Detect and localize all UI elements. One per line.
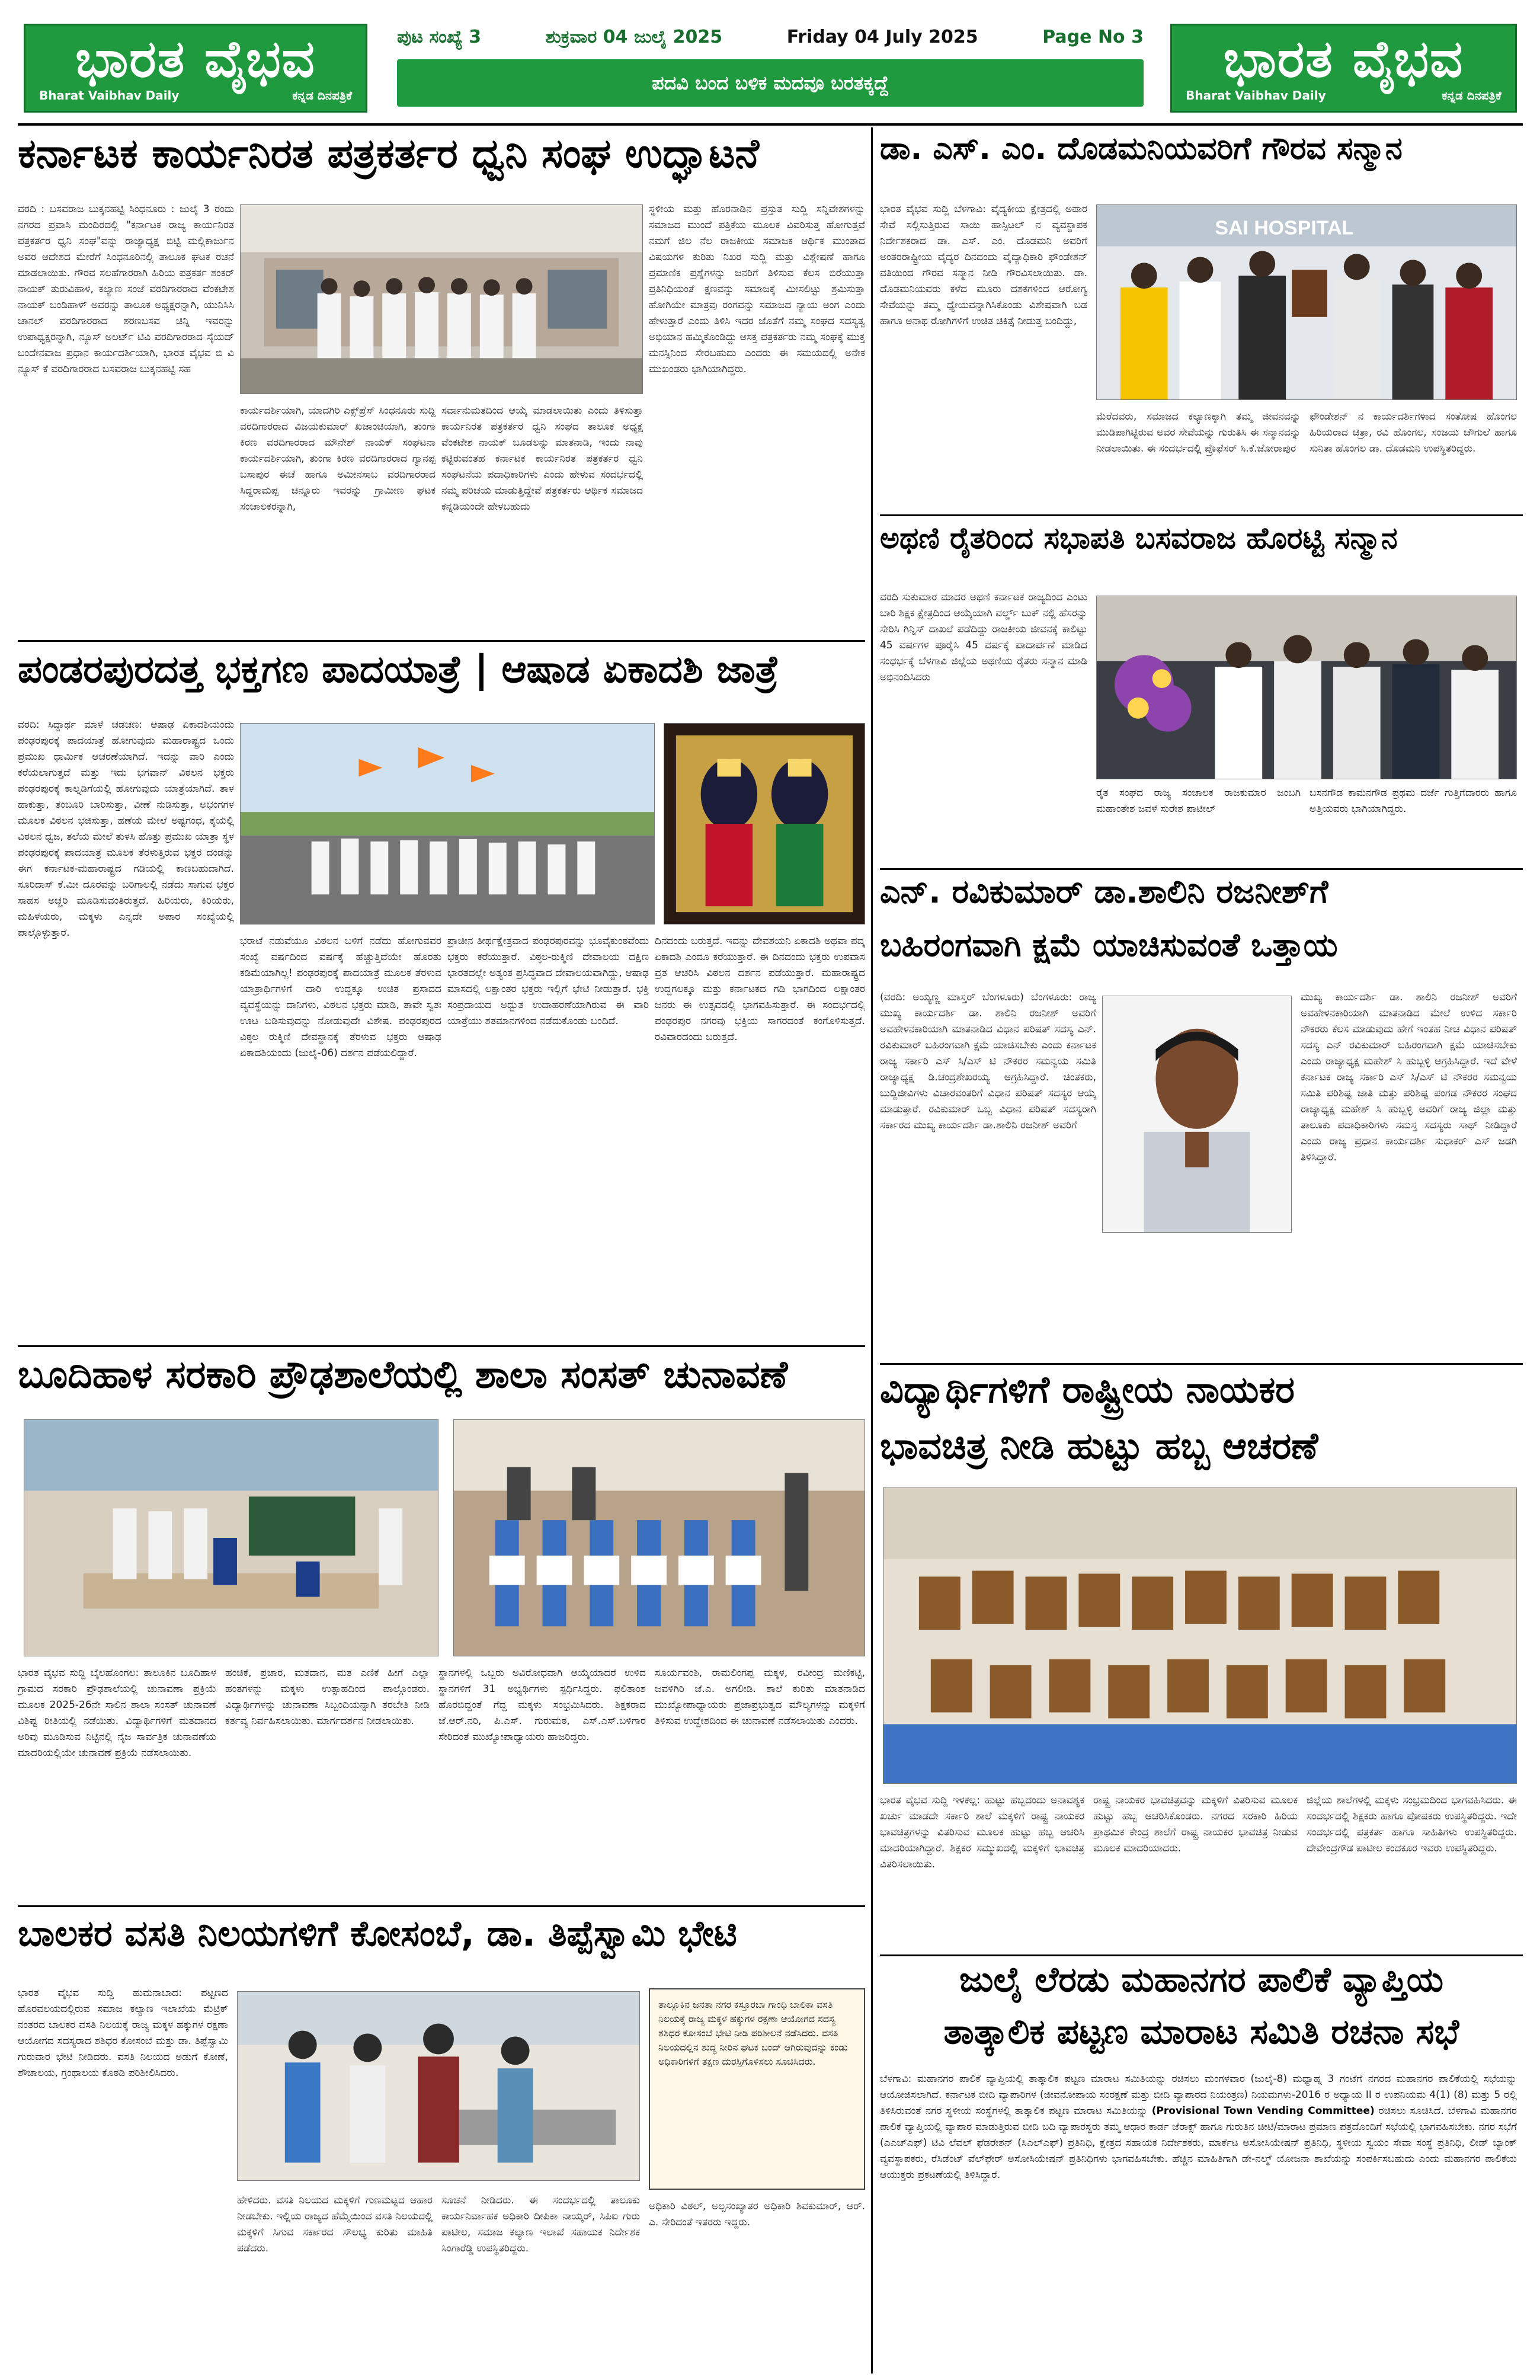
article-5-portrait-photo (1102, 996, 1292, 1233)
article-9-body (880, 2071, 1517, 2373)
article-8-visit-photo (237, 1991, 640, 2181)
article-4-col-1: ವರದಿ: ಸಿದ್ದಾರ್ಥ ಮಾಳೆ ಚಡಚಣ: ಆಷಾಢ ಏಕಾದಶಿಯಂದು ಪಂಢರಪುರಕ್ಕೆ ಪಾದಯಾತ್ರೆ ಹೋಗುವುದು ಮಹಾರಾಷ್ಟ್ರದ ಒಂದು ಪ್ರಮುಖ ಧಾರ್ಮಿಕ ಆಚರಣೆಯಾಗಿದೆ. ಇದನ್ನು ವಾರಿ ಎಂದು ಕರೆಯಲಾಗುತ್ತದೆ ಮತ್ತು ಇದು ಭಗವಾನ್ ವಿಠಲನ ಭಕ್ತರು ಪಂಢರಪುರಕ್ಕೆ ಕಾಲ್ನಡಿಗೆಯಲ್ಲಿ ಹೋಗುವುದು ಯಾತ್ರೆಯಾಗಿದೆ. ತಾಳ ಹಾಕುತ್ತಾ, ತಂಬೂರಿ ಬಾರಿಸುತ್ತಾ, ವೀಣೆ ನುಡಿಸುತ್ತಾ, ಅಭಂಗಗಳ ಮೂಲಕ ವಿಠಲನ ಭಜಿಸುತ್ತಾ, ಹಣೆಯ ಮೇಲೆ ಅಷ್ಟಗಂಧ, ಕೈಯಲ್ಲಿ ವಿಠಲನ ಧ್ವಜ, ತಲೆಯ ಮೇಲೆ ತುಳಸಿ ಹೊತ್ತು ಪ್ರಮುಖ ಯಾತ್ರಾ ಸ್ಥಳ ಪಂಢರಪುರಕ್ಕೆ ಪಾದಯಾತ್ರೆ ಮೂಲಕ ತೆರಳುತ್ತಿರುವ ಭಕ್ತರ ದಂಡನ್ನು ಈಗ ಕರ್ನಾಟಕ-ಮಹಾರಾಷ್ಟ್ರದ ಗಡಿಯಲ್ಲಿ ಕಾಣಬಹುದಾಗಿದೆ. ಸೂರಿದಾಸ್ ಕೆ.ಮೀ ದೂರವನ್ನು ಬರಿಗಾಲಲ್ಲಿ ನಡೆದು ಸಾಗುವ ಭಕ್ತರ ಸಾಹಸ ಅಚ್ಚರಿ ಮೂಡಿಸುವಂತಿರುತ್ತದೆ. ಹಿರಿಯರು, ಕಿರಿಯರು, ಮಹಿಳೆಯರು, ಮಕ್ಕಳು ಎನ್ನದೇ ಅಪಾರ ಸಂಖ್ಯೆಯಲ್ಲಿ ಪಾಲ್ಗೊಳ್ಳುತ್ತಾರೆ. (18, 719, 234, 939)
article-9-body-text-2: ರಚಿಸಲು ಸೂಚಿಸಿದೆ. ಬೆಳಗಾವಿ ಮಹಾನಗರ ಪಾಲಿಕೆ ವ್ಯಾಪ್ತಿಯಲ್ಲಿ ವ್ಯಾಪಾರ ಮಾಡುತ್ತಿರುವ ಬೀದಿ ಬದಿ ವ್ಯಾಪಾರಸ್ಥರು ತಮ್ಮ ಆಧಾರ ಕಾರ್ಡ ಜೆರಾಕ್ಸ್ ಹಾಗೂ ಗುರುತಿನ ಚೀಟಿ/ಮಾರಾಟ ಪ್ರಮಾಣ ಪತ್ರದೊಂದಿಗೆ ಸಭೆಯಲ್ಲಿ ಭಾಗವಹಿಸಬೇಕು. ನಗರ ಸಭೆಗೆ (ಎಎಚ್‌ಎಫ್) ಟಿವಿ ಲೆವಲ್ ಫೆಡರೇಶನ್ (ಸಿಎಲ್‌ಎಫ್) ಪ್ರತಿನಿಧಿ, ಕ್ಷೇತ್ರದ ಸಹಾಯಕ ನಿರ್ದೇಶಕರು, ಮಾರ್ಕೆಟ ಅಸೋಸಿಯೇಷನ್ ಪ್ರತಿನಿಧಿ, ಸ್ಥಳೀಯ ಸ್ವಯಂ ಸೇವಾ ಸಂಸ್ಥೆ ಪ್ರತಿನಿಧಿ, ಲೀಡ್ ಬ್ಯಾಂಕ್ ವ್ಯವಸ್ಥಾಪಕರು, ರೆಸಿಡೆಂಟ್ ವೆಲ್‌ಫೇರ್ ಅಸೋಸಿಯೇಷನ್ ಪ್ರತಿನಿಧಿಗಳು ಭಾಗವಹಿಸಬೇಕು. ಹೆಚ್ಚಿನ ಮಾಹಿತಿಗಾಗಿ ಡೇ-ನಲ್ಮ್ ಯೋಜನಾ ಶಾಖೆಯನ್ನು ಸಂಪರ್ಕಿಸಬಹುದು ಎಂದು ಮಹಾನಗರ ಪಾಲಿಕೆಯ ಆಯುಕ್ತರು ಪ್ರಕಟಣೆಯಲ್ಲಿ ತಿಳಿಸಿದ್ದಾರೆ. (880, 2105, 1517, 2181)
article-1-col-4: ಸ್ಥಳೀಯ ಮತ್ತು ಹೊರನಾಡಿನ ಪ್ರಸ್ತುತ ಸುದ್ದಿ ಸನ್ನಿವೇಶಗಳನ್ನು ಸಮಾಜದ ಮುಂದೆ ಪತ್ರಿಕೆಯ ಮೂಲಕ ವಿವರಿಸುತ್ತ ಹೋಗುತ್ತವೆ ನಮಗೆ ಜಿಲ ನೆಲ ರಾಜಕೀಯ ಸಮಾಜಕ ಆರ್ಥಿಕ ಮುಂತಾದ ವಿಷಯಗಳ ಕುರಿತು ನಿಖರ ಸುದ್ದಿ ಮತ್ತು ವಿಶ್ಲೇಷಣೆ ಹಾಗೂ ಪ್ರಮಾಣಿಕ ಪ್ರಶ್ನೆಗಳನ್ನು ಜನರಿಗೆ ತಿಳಿಸುವ ಕೆಲಸ ಬಿರೆಯುತ್ತಾ ಪ್ರತಿನಿಧಿಯಂತೆ ಕ್ಷಣವನ್ನು ಸಮಾಜಕ್ಕೆ ಮೀಸಲಿಟ್ಟು ಶ್ರಮಿಸುತ್ತಾ ಹೋಗಿಯೇ ಮಾತ್ರವು ರಂಗವನ್ನು ಸಮಾಜದ ನ್ಯಾಯ ಅಂಗ ಎಂದು ಹೇಳುತ್ತಾರೆ ಎಂದು ತಿಳಿಸಿ ಇದರ ಜೊತೆಗೆ ನಮ್ಮ ಸಂಘದ ಸದಸ್ಯತ್ವ ಅಭಿಯಾನ ಹಮ್ಮಿಕೊಂಡಿದ್ದು ಆಸಕ್ತ ಪತ್ರಕರ್ತರು ನಮ್ಮ ಸಂಘಕ್ಕೆ ಮುಕ್ತ ಮನಸ್ಸಿನಿಂದ ಸೇರಬಹುದು ಎಂದರು ಈ ಸಮಯದಲ್ಲಿ ಅನೇಕ ಮುಖಂಡರು ಭಾಗಿಯಾಗಿದ್ದರು. (649, 203, 865, 375)
divider-a5 (880, 1363, 1523, 1365)
article-3-felicitation-photo (1096, 596, 1517, 779)
article-8-col-3: ಸೂಚನೆ ನೀಡಿದರು. ಈ ಸಂದರ್ಭದಲ್ಲಿ ತಾಲೂಕು ಕಾರ್ಯನಿರ್ವಾಹಕ ಅಧಿಕಾರಿ ದೀಪಿಕಾ ನಾಯ್ಕರ್, ಸಿಪಿಐ ಗುರು ಪಾಟೀಲ, ಸಮಾಜ ಕಲ್ಯಾಣ ಇಲಾಖೆ ಸಹಾಯಕ ನಿರ್ದೇಶಕ ಸಿಂಗಾರೆಡ್ಡಿ ಉಪಸ್ಥಿತರಿದ್ದರು. (441, 2195, 640, 2254)
masthead-logo-left (24, 24, 367, 113)
article-5-headline: ಎನ್. ರವಿಕುಮಾರ್ ಡಾ.ಶಾಲಿನಿ ರಜನೀಶ್‌ಗೆ (880, 874, 1328, 910)
article-6-winners-photo (453, 1419, 865, 1656)
article-9-body-emphasis: (Provisional Town Vending Committee) (1151, 2105, 1375, 2117)
masthead-subtitle-kn: ಕನ್ನಡ ದಿನಪತ್ರಿಕೆ (292, 88, 353, 103)
article-6-polling-photo (24, 1419, 438, 1656)
article-2-col-2: ಮೆರೆದವರು, ಸಮಾಜದ ಕಲ್ಯಾಣಕ್ಕಾಗಿ ತಮ್ಮ ಜೀವನವನ್ನು ಮುಡಿಪಾಗಿಟ್ಟಿರುವ ಅವರ ಸೇವೆಯನ್ನು ಗುರುತಿಸಿ ಈ ಸನ್ಮಾನವನ್ನು ನೀಡಲಾಯಿತು. ಈ ಸಂದರ್ಭದಲ್ಲಿ ಪ್ರೊಫೆಸರ್ ಸಿ.ಕೆ.ಜೋರಾಪುರ (1096, 411, 1301, 455)
article-7-students-photo (883, 1488, 1517, 1784)
article-7-headline: ವಿದ್ಯಾರ್ಥಿಗಳಿಗೆ ರಾಷ್ಟ್ರೀಯ ನಾಯಕರ (880, 1369, 1295, 1411)
article-8-info-box: ತಾಲ್ಲೂಕಿನ ಜನತಾ ನಗರ ಕಸ್ತೂರಬಾ ಗಾಂಧಿ ಬಾಲಿಕಾ ವಸತಿ ನಿಲಯಕ್ಕೆ ರಾಜ್ಯ ಮಕ್ಕಳ ಹಕ್ಕುಗಳ ರಕ್ಷಣಾ ಆಯೋಗದ ಸದಸ್ಯ ಶಶಿಧರ ಕೋಸಂಬೆ ಭೇಟಿ ನೀಡಿ ಪರಿಶೀಲನೆ ನಡೆಸಿದರು. ವಸತಿ ನಿಲಯದಲ್ಲಿನ ಶುದ್ಧ ನೀರಿನ ಘಟಕ ಬಂದ್ ಆಗಿರುವುದನ್ನು ಕಂಡು ಅಧಿಕಾರಿಗಳಿಗೆ ತಕ್ಷಣ ದುರಸ್ತಿಗೊಳಿಸಲು ಸೂಚಿಸಿದರು. (649, 1988, 865, 2190)
article-1-headline: ಕರ್ನಾಟಕ ಕಾರ್ಯನಿರತ ಪತ್ರಕರ್ತರ ಧ್ವನಿ ಸಂಘ ಉದ್ಘಾಟನೆ (18, 132, 759, 177)
article-4-col-3: ಪ್ರಾಚೀನ ತೀರ್ಥಕ್ಷೇತ್ರವಾದ ಪಂಢರಪುರವನ್ನು ಭೂವೈಕುಂಠವೆಂದು ಭಕ್ತರು ಕರೆಯುತ್ತಾರೆ. ವಿಠ್ಠಲ-ರುಕ್ಮಿಣಿ ದೇವಾಲಯ ದಕ್ಷಿಣ ಭಾರತದಲ್ಲೇ ಅತ್ಯಂತ ಪ್ರಸಿದ್ಧವಾದ ದೇವಾಲಯವಾಗಿದ್ದು, ಆಷಾಢ ಮಾಸದಲ್ಲಿ ಲಕ್ಷಾಂತರ ಭಕ್ತರು ಇಲ್ಲಿಗೆ ಭೇಟಿ ನೀಡುತ್ತಾರೆ. ಭಕ್ತಿ ಸಂಪ್ರದಾಯದ ಅದ್ಭುತ ಉದಾಹರಣೆಯಾಗಿರುವ ಈ ವಾರಿ ಯಾತ್ರೆಯು ಶತಮಾನಗಳಿಂದ ನಡೆದುಕೊಂಡು ಬಂದಿದೆ. (447, 935, 649, 1027)
article-8-col-2: ಹೇಳಿದರು. ವಸತಿ ನಿಲಯದ ಮಕ್ಕಳಿಗೆ ಗುಣಮಟ್ಟದ ಆಹಾರ ನೀಡಬೇಕು. ಇಲ್ಲಿಯ ರಾಜ್ಯದ ಹೆಮ್ಮೆಯಿಂದ ವಸತಿ ನಿಲಯದಲ್ಲಿ ಮಕ್ಕಳಿಗೆ ಸಿಗುವ ಸರ್ಕಾರದ ಸೌಲಭ್ಯ ಕುರಿತು ಮಾಹಿತಿ ಪಡೆದರು. (237, 2195, 433, 2254)
article-6-headline: ಬೂದಿಹಾಳ ಸರಕಾರಿ ಪ್ರೌಢಶಾಲೆಯಲ್ಲಿ ಶಾಲಾ ಸಂಸತ್ ಚುನಾವಣೆ (18, 1354, 788, 1397)
masthead-divider (18, 123, 1523, 126)
article-6-col-1: ಭಾರತ ವೈಭವ ಸುದ್ದಿ ಬೈಲಹೊಂಗಲ: ತಾಲೂಕಿನ ಬೂದಿಹಾಳ ಗ್ರಾಮದ ಸರಕಾರಿ ಪ್ರೌಢಶಾಲೆಯಲ್ಲಿ ಚುನಾವಣಾ ಪ್ರಕ್ರಿಯೆ ಮೂಲಕ 2025-26ನೇ ಸಾಲಿನ ಶಾಲಾ ಸಂಸತ್ ಚುನಾವಣೆ ವಿಶಿಷ್ಟ ರೀತಿಯಲ್ಲಿ ನಡೆಯಿತು. ವಿದ್ಯಾರ್ಥಿಗಳಿಗೆ ಮತದಾನದ ಅರಿವು ಮೂಡಿಸುವ ನಿಟ್ಟಿನಲ್ಲಿ ನೈಜ ಸಾರ್ವತ್ರಿಕ ಚುನಾವಣೆಯ ಮಾದರಿಯಲ್ಲಿಯೇ ಚುನಾವಣೆ ಪ್ರಕ್ರಿಯೆ ನಡೆಸಲಾಯಿತು. (18, 1667, 216, 1759)
masthead-subtitle-en: Bharat Vaibhav Daily (39, 88, 180, 103)
divider-a6 (18, 1905, 865, 1907)
article-6-col-4: ಸೂರ್ಯವಂಶಿ, ರಾಮಲಿಂಗಪ್ಪ ಮಕ್ಕಳ, ರವೀಂದ್ರ ಮಣಿಕಟ್ಟಿ, ಜವಳಿಗಿರಿ ಜೆ.ಎ. ಅಗಲೀಡಿ. ಶಾಲೆ ಕುರಿತು ಮಾತನಾಡಿದ ಮುಖ್ಯೋಪಾಧ್ಯಾಯರು ಪ್ರಜಾಪ್ರಭುತ್ವದ ಮೌಲ್ಯಗಳನ್ನು ಮಕ್ಕಳಿಗೆ ತಿಳಿಸುವ ಉದ್ದೇಶದಿಂದ ಈ ಚುನಾವಣೆ ನಡೆಸಲಾಯಿತು ಎಂದರು. (655, 1667, 865, 1727)
article-1-col-1: ವರದಿ : ಬಸವರಾಜ ಬುಕ್ಕನಹಟ್ಟಿ ಸಿಂಧನೂರು : ಜುಲೈ 3 ರಂದು ನಗರದ ಪ್ರವಾಸಿ ಮಂದಿರದಲ್ಲಿ "ಕರ್ನಾಟಕ ರಾಜ್ಯ ಕಾರ್ಯನಿರತ ಪತ್ರಕರ್ತರ ಧ್ವನಿ ಸಂಘ"ವನ್ನು ರಾಜ್ಯಾಧ್ಯಕ್ಷ ಬಿಟ್ಟಿ ಮಲ್ಲಿಕಾರ್ಜುನ ಅವರ ಆದೇಶದ ಮೇರೆಗೆ ಸಿಂಧನೂರಿನಲ್ಲಿ ತಾಲೂಕ ಘಟಕ ರಚನೆ ಮಾಡಲಾಯಿತು. ಗೌರವ ಸಲಹೆಗಾರರಾಗಿ ಹಿರಿಯ ಪತ್ರಕರ್ತ ಶಂಕರ್ ನಾಯಕ್ ತುರುವಿಹಾಳ, ಕಲ್ಯಾಣ ಸಂಜೆ ವರದಿಗಾರರಾದ ವೆಂಕಟೇಶ ನಾಯಕ್ ಬಂಡಿಹಾಳ್ ಅವರನ್ನು ತಾಲೂಕ ಅಧ್ಯಕ್ಷರನ್ನಾಗಿ, ಯುನಿಸಿಸಿ ಚಾನಲ್ ವರದಿಗಾರರಾದ ಶರಣಬಸವ ಚಿನ್ನಿ ಇವರನ್ನು ಉಪಾಧ್ಯಕ್ಷರನ್ನಾಗಿ, ನ್ಯೂಸ್ ಅಲರ್ಟ್ ಟಿವಿ ವರದಿಗಾರರಾದ ಸೈಯದ್ ಬಂದೇನವಾಜ ಪ್ರಧಾನ ಕಾರ್ಯದರ್ಶಿಯಾಗಿ, ಭಾರತ ವೈಭವ ಬಿ ವಿ ನ್ಯೂಸ್ ಕೆ ವರದಿಗಾರರಾದ ಬಸವರಾಜ ಬುಕ್ಕನಹಟ್ಟಿ ಸಹ (18, 203, 234, 375)
page-number: Page No 3 (1042, 26, 1144, 47)
article-7-col-2: ರಾಷ್ಟ್ರ ನಾಯಕರ ಭಾವಚಿತ್ರವನ್ನು ಮಕ್ಕಳಿಗೆ ವಿತರಿಸುವ ಮೂಲಕ ಹುಟ್ಟು ಹಬ್ಬ ಆಚರಿಸಿಕೊಂಡರು. ನಗರದ ಸರಕಾರಿ ಹಿರಿಯ ಪ್ರಾಥಮಿಕ ಕೇಂದ್ರ ಶಾಲೆಗೆ ರಾಷ್ಟ್ರ ನಾಯಕರ ಭಾವಚಿತ್ರ ನೀಡುವ ಮೂಲಕ ಮಾದರಿಯಾದರು. (1093, 1794, 1298, 1854)
article-4-vitthal-photo (664, 723, 865, 925)
article-3-col-1: ವರದಿ ಸುಕುಮಾರ ಮಾದರ ಅಥಣಿ ಕರ್ನಾಟಕ ರಾಜ್ಯದಿಂದ ಎಂಟು ಬಾರಿ ಶಿಕ್ಷಕ ಕ್ಷೇತ್ರದಿಂದ ಆಯ್ಕೆಯಾಗಿ ವರ್ಲ್ಡ್ ಬುಕ್ ನಲ್ಲಿ ಹೆಸರನ್ನು ಸೇರಿಸಿ ಗಿನ್ನಿಸ್ ದಾಖಲೆ ಪಡೆದಿದ್ದು ರಾಜಕೀಯ ಜೀವನಕ್ಕೆ ಕಾಲಿಟ್ಟು 45 ವರ್ಷಗಳ ಪೂರೈಸಿ 45 ವರ್ಷಕ್ಕೆ ಪಾದಾರ್ಪಣೆ ಮಾಡಿದ ಸಂಧರ್ಭಕ್ಕೆ ಬೆಳಗಾವಿ ಜಿಲ್ಲೆಯ ಅಥಣಿಯ ರೈತರು ಸನ್ಮಾನ ಮಾಡಿ ಅಭಿನಂದಿಸಿದರು (880, 591, 1087, 683)
article-7-col-1: ಭಾರತ ವೈಭವ ಸುದ್ದಿ ಇಳಕಲ್ಲ: ಹುಟ್ಟು ಹಬ್ಬದಂದು ಅನಾವಶ್ಯಕ ಖರ್ಚು ಮಾಡದೇ ಸರ್ಕಾರಿ ಶಾಲೆ ಮಕ್ಕಳಿಗೆ ರಾಷ್ಟ್ರ ನಾಯಕರ ಭಾವಚಿತ್ರಗಳನ್ನು ವಿತರಿಸುವ ಮೂಲಕ ಹುಟ್ಟು ಹಬ್ಬ ಆಚರಿಸಿ ಮಾದರಿಯಾಗಿದ್ದಾರೆ. ಶಿಕ್ಷಕರ ಸಮ್ಮುಖದಲ್ಲಿ ಮಕ್ಕಳಿಗೆ ಭಾವಚಿತ್ರ ವಿತರಿಸಲಾಯಿತು. (880, 1794, 1084, 1870)
divider-a1 (18, 640, 865, 642)
article-8-col-1: ಭಾರತ ವೈಭವ ಸುದ್ದಿ ಹುಮನಾಬಾದ: ಪಟ್ಟಣದ ಹೊರವಲಯದಲ್ಲಿರುವ ಸಮಾಜ ಕಲ್ಯಾಣ ಇಲಾಖೆಯ ಮೆಟ್ರಿಕ್ ನಂತರದ ಬಾಲಕರ ವಸತಿ ನಿಲಯಕ್ಕೆ ರಾಜ್ಯ ಮಕ್ಕಳ ಹಕ್ಕುಗಳ ರಕ್ಷಣಾ ಆಯೋಗದ ಸದಸ್ಯರಾದ ಶಶಿಧರ ಕೋಸಂಬೆ ಮತ್ತು ಡಾ. ತಿಪ್ಪೆಸ್ವಾಮಿ ಗುರುವಾರ ಭೇಟಿ ನೀಡಿದರು. ವಸತಿ ನಿಲಯದ ಅಡುಗೆ ಕೋಣೆ, ಶೌಚಾಲಯ, ಗ್ರಂಥಾಲಯ ಕೊಠಡಿ ಪರಿಶೀಲಿಸಿದರು. (18, 1987, 228, 2079)
article-3-col-2: ರೈತ ಸಂಘದ ರಾಜ್ಯ ಸಂಚಾಲಕ ರಾಜಕುಮಾರ ಜಂಬಗಿ ಮಹಾಂತೇಶ ಜವಳೆ ಸುರೇಶ ಪಾಟೀಲ್ (1096, 787, 1301, 815)
date-english: Friday 04 July 2025 (786, 26, 978, 47)
article-1-col-2: ಕಾರ್ಯದರ್ಶಿಯಾಗಿ, ಯಾದಗಿರಿ ಎಕ್ಸ್‌ಪ್ರೆಸ್ ಸಿಂಧನೂರು ಸುದ್ದಿ ವರದಿಗಾರರಾದ ವಿಜಯಕುಮಾರ್ ಖಜಾಂಚಿಯಾಗಿ, ತುಂಗಾ ಕಿರಣ ವರದಿಗಾರರಾದ ಮೌನೇಶ್ ನಾಯಕ್ ಸಂಘಟನಾ ಕಾರ್ಯದರ್ಶಿಯಾಗಿ, ತುಂಗಾ ಕಿರಣ ವರದಿಗಾರರಾದ ಗ್ಯಾನಪ್ಪ ಬಸಾಪುರ ಈಚೆ ಹಾಗೂ ಅಮೀನಸಾಬ ವರದಿಗಾರರಾದ ಸಿದ್ದರಾಮಪ್ಪ ಚಿನ್ನೂರು ಇವರನ್ನು ಗ್ರಾಮೀಣ ಘಟಕ ಸಂಚಾಲಕರನ್ನಾಗಿ, (240, 405, 436, 513)
masthead-logo-right (1170, 24, 1517, 113)
article-3-headline: ಅಥಣಿ ರೈತರಿಂದ ಸಭಾಪತಿ ಬಸವರಾಜ ಹೊರಟ್ಟಿ ಸನ್ಮಾನ (880, 522, 1398, 555)
article-4-headline: ಪಂಡರಪುರದತ್ತ ಭಕ್ತಗಣ ಪಾದಯಾತ್ರೆ | ಆಷಾಡ ಏಕಾದಶಿ ಜಾತ್ರೆ (18, 649, 779, 692)
article-9-headline-line-2: ತಾತ್ಕಾಲಿಕ ಪಟ್ಟಣ ಮಾರಾಟ ಸಮಿತಿ ರಚನಾ ಸಭೆ (943, 2013, 1459, 2052)
article-9-body-text: ಬೆಳಗಾವಿ: ಮಹಾನಗರ ಪಾಲಿಕೆ ವ್ಯಾಪ್ತಿಯಲ್ಲಿ ತಾತ್ಕಾಲಿಕ ಪಟ್ಟಣ ಮಾರಾಟ ಸಮಿತಿಯನ್ನು ರಚಿಸಲು ಮಂಗಳವಾರ (ಜುಲೈ-8) ಮಧ್ಯಾಹ್ನ 3 ಗಂಟೆಗೆ ನಗರದ ಮಹಾನಗರ ಪಾಲಿಕೆಯಲ್ಲಿ ಸಭೆಯನ್ನು ಆಯೋಜಿಸಲಾಗಿದೆ. ಕರ್ನಾಟಕ ಬೀದಿ ವ್ಯಾಪಾರಿಗಳ (ಜೀವನೋಪಾಯ ಸಂರಕ್ಷಣೆ ಮತ್ತು ಬೀದಿ ವ್ಯಾಪಾರದ ನಿಯಂತ್ರಣ) ನಿಯಮಗಳು-2016 ರ ಅಧ್ಯಾಯ II ರ ಉಪನಿಯಮ 4(1) (8) ಮತ್ತು 5 ರಲ್ಲಿ ತಿಳಿಸಿರುವಂತೆ ನಗರ ಸ್ಥಳೀಯ ಸಂಸ್ಥೆಗಳಲ್ಲಿ ತಾತ್ಕಾಲಿಕ ಪಟ್ಟಣ ಮಾರಾಟ ಸಮಿತಿಯನ್ನು (880, 2073, 1517, 2117)
divider-a7 (880, 1954, 1523, 1956)
sai-hospital-sign: SAI HOSPITAL (1215, 216, 1355, 239)
article-7-headline-line-2: ಭಾವಚಿತ್ರ ನೀಡಿ ಹುಟ್ಟು ಹಬ್ಬ ಆಚರಣೆ (880, 1425, 1318, 1467)
divider-a4 (18, 1345, 865, 1347)
divider-a3 (880, 868, 1523, 870)
article-5-col-1: (ವರದಿ: ಅಯ್ಯಣ್ಣ ಮಾಸ್ತರ್ ಬೆಂಗಳೂರು) ಬೆಂಗಳೂರು: ರಾಜ್ಯ ಮುಖ್ಯ ಕಾರ್ಯದರ್ಶಿ ಡಾ. ಶಾಲಿನಿ ರಜನೀಶ್ ಅವರಿಗೆ ಅವಹೇಳನಕಾರಿಯಾಗಿ ಮಾತನಾಡಿದ ವಿಧಾನ ಪರಿಷತ್ ಸದಸ್ಯ ಎನ್. ರವಿಕುಮಾರ್ ಬಹಿರಂಗವಾಗಿ ಕ್ಷಮೆ ಯಾಚಿಸಬೇಕು ಎಂದು ಕರ್ನಾಟಕ ರಾಜ್ಯ ಸರ್ಕಾರಿ ಎಸ್ ಸಿ/ಎಸ್ ಟಿ ನೌಕರರ ಸಮನ್ವಯ ಸಮಿತಿ ರಾಜ್ಯಾಧ್ಯಕ್ಷ ಡಿ.ಚಂದ್ರಶೇಖರಯ್ಯ ಆಗ್ರಹಿಸಿದ್ದಾರೆ. ಚಿಂತಕರು, ಬುದ್ದಿಜೀವಿಗಳು ವಿಚಾರವಂತರಿಗೆ ವಿಧಾನ ಪರಿಷತ್ ಸದಸ್ಯರ ಆಯ್ಕೆ ಮಾಡುತ್ತಾರೆ. ರವಿಕುಮಾರ್ ಒಬ್ಬ ವಿಧಾನ ಪರಿಷತ್ ಸದಸ್ಯರಾಗಿ ಸರ್ಕಾರದ ಮುಖ್ಯ ಕಾರ್ಯದರ್ಶಿ ಡಾ.ಶಾಲಿನಿ ರಜನೀಶ್ ಅವರಿಗೆ (880, 991, 1096, 1131)
article-4-col-2: ಭರಾಟೆ ನಡುವೆಯೂ ವಿಠಲನ ಬಳಿಗೆ ನಡೆದು ಹೋಗುವವರ ಸಂಖ್ಯೆ ವರ್ಷದಿಂದ ವರ್ಷಕ್ಕೆ ಹೆಚ್ಚುತ್ತಿದೆಯೇ ಹೊರತು ಕಡಿಮೆಯಾಗಿಲ್ಲ! ಪಂಢರಪುರಕ್ಕೆ ಪಾದಯಾತ್ರೆ ಮೂಲಕ ತೆರಳುವ ಯಾತ್ರಾರ್ಥಿಗಳಿಗೆ ದಾರಿ ಉದ್ದಕ್ಕೂ ಉಚಿತ ಪ್ರಸಾದದ ವ್ಯವಸ್ಥೆಯನ್ನು ದಾನಿಗಳು, ವಿಠಲನ ಭಕ್ತರು ಮಾಡಿ, ತಾವೇ ಸ್ವತಃ ಊಟ ಬಡಿಸುವುದನ್ನು ನೋಡುವುದೇ ವಿಶೇಷ. ಪಂಢರಪುರದ ವಿಠ್ಠಲ ರುಕ್ಮಿಣಿ ದೇವಸ್ಥಾನಕ್ಕೆ ತೆರಳುವ ಭಕ್ತರು ಆಷಾಢ ಏಕಾದಶಿಯಂದು (ಜುಲೈ-06) ದರ್ಶನ ಪಡೆಯಲಿದ್ದಾರೆ. (240, 935, 441, 1059)
article-4-col-4: ದಿನದಂದು ಬರುತ್ತದೆ. ಇದನ್ನು ದೇವಶಯನಿ ಏಕಾದಶಿ ಅಥವಾ ಪದ್ಮ ಏಕಾದಶಿ ಎಂದೂ ಕರೆಯುತ್ತಾರೆ. ಈ ದಿನದಂದು ಭಕ್ತರು ಉಪವಾಸ ವ್ರತ ಆಚರಿಸಿ ವಿಠಲನ ದರ್ಶನ ಪಡೆಯುತ್ತಾರೆ. ಮಹಾರಾಷ್ಟ್ರದ ಉದ್ದಗಲಕ್ಕೂ ಮತ್ತು ಕರ್ನಾಟಕದ ಗಡಿ ಭಾಗದಿಂದ ಲಕ್ಷಾಂತರ ಜನರು ಈ ಉತ್ಸವದಲ್ಲಿ ಭಾಗವಹಿಸುತ್ತಾರೆ. ಈ ಸಂದರ್ಭದಲ್ಲಿ ಪಂಢರಪುರ ನಗರವು ಭಕ್ತಿಯ ಸಾಗರದಂತೆ ಕಂಗೊಳಿಸುತ್ತದೆ. ರವಿವಾರದಂದು ಬರುತ್ತದೆ. (655, 935, 865, 1043)
article-2-headline: ಡಾ. ಎಸ್. ಎಂ. ದೊಡಮನಿಯವರಿಗೆ ಗೌರವ ಸನ್ಮಾನ (880, 132, 1403, 167)
column-divider (871, 127, 873, 2373)
masthead-subtitle-kn-right: ಕನ್ನಡ ದಿನಪತ್ರಿಕೆ (1442, 88, 1501, 103)
article-5-col-2: ಮುಖ್ಯ ಕಾರ್ಯದರ್ಶಿ ಡಾ. ಶಾಲಿನಿ ರಜನೀಶ್ ಅವರಿಗೆ ಅವಹೇಳನಕಾರಿಯಾಗಿ ಮಾತನಾಡಿದ ಮೇಲೆ ಉಳಿದ ಸರ್ಕಾರಿ ನೌಕರರು ಕೆಲಸ ಮಾಡುವುದು ಹೇಗೆ ಇಂತಹ ನೀಚ ವಿಧಾನ ಪರಿಷತ್ ಸದಸ್ಯ ಎನ್ ರವಿಕುಮಾರ್ ಬಹಿರಂಗವಾಗಿ ಕ್ಷಮೆ ಯಾಚಿಸಬೇಕು ಎಂದು ರಾಜ್ಯಾಧ್ಯಕ್ಷ ಮಹೇಶ್ ಸಿ ಹುಬ್ಬಳ್ಳಿ ಆಗ್ರಹಿಸಿದ್ದಾರೆ. ಇದೆ ವೇಳೆ ಕರ್ನಾಟಕ ರಾಜ್ಯ ಸರ್ಕಾರಿ ಎಸ್ ಸಿ/ಎಸ್ ಟಿ ನೌಕರರ ಸಮನ್ವಯ ಸಮಿತಿ ಪರಿಶಿಷ್ಟ ಜಾತಿ ಮತ್ತು ಪರಿಶಿಷ್ಟ ಪಂಗಡ ನೌಕರರ ಸಂಘದ ರಾಜ್ಯಾಧ್ಯಕ್ಷ ಮಹೇಶ್ ಸಿ ಹುಬ್ಬಳ್ಳಿ ಅವರಿಗೆ ರಾಜ್ಯ ಜಿಲ್ಲಾ ಮತ್ತು ತಾಲೂಕು ಪದಾಧಿಕಾರಿಗಳು ಸಮಸ್ತ ಸದಸ್ಯರು ಸಾಥ್ ನೀಡಿದ್ದಾರೆ ಎಂದು ರಾಜ್ಯ ಪ್ರಧಾನ ಕಾರ್ಯದರ್ಶಿ ಸುಧಾಕರ್ ಎಸ್ ಜಡಗಿ ತಿಳಿಸಿದ್ದಾರೆ. (1301, 991, 1517, 1163)
issue-meta-row (397, 23, 1144, 51)
tagline-text: ಪದವಿ ಬಂದ ಬಳಿಕ ಮದವೂ ಬರತಕ್ಕದ್ದೆ (652, 71, 889, 94)
article-9-headline: ಜುಲೈ ಲೆರಡು ಮಹಾನಗರ ಪಾಲಿಕೆ ವ್ಯಾಪ್ತಿಯ (959, 1960, 1443, 2000)
article-2-col-3: ಫೌಂಡೇಶನ್ ನ ಕಾರ್ಯದರ್ಶಿಗಳಾದ ಸಂತೋಷ ಹೊಂಗಲ ಹಿರಿಯರಾದ ಚಿತ್ರಾ, ರವಿ ಹೊಂಗಲ, ಸಂಜಯ ಚೌಗುಲೆ ಹಾಗೂ ಸುನಿತಾ ಹೊಂಗಲ ಡಾ. ದೊಡಮನಿ ಉಪಸ್ಥಿತರಿದ್ದರು. (1310, 411, 1517, 455)
masthead-title-right: ಭಾರತ ವೈಭವ (1223, 30, 1464, 89)
masthead-subtitle-en-right: Bharat Vaibhav Daily (1186, 88, 1326, 103)
article-2-hospital-photo (1096, 204, 1517, 400)
article-6-col-3: ಸ್ಥಾನಗಳಲ್ಲಿ ಒಬ್ಬರು ಅವಿರೋಧವಾಗಿ ಆಯ್ಕೆಯಾದರೆ ಉಳಿದ ಸ್ಥಾನಗಳಿಗೆ 31 ಅಭ್ಯರ್ಥಿಗಳು ಸ್ಪರ್ಧಿಸಿದ್ದರು. ಫಲಿತಾಂಶ ಹೊರಬಿದ್ದಂತೆ ಗೆದ್ದ ಮಕ್ಕಳು ಸಂಭ್ರಮಿಸಿದರು. ಶಿಕ್ಷಕರಾದ ಜೆ.ಆರ್.ನರಿ, ಪಿ.ಎಸ್. ಗುರುಮಠ, ಎಸ್.ಎಸ್.ಬಳಿಗಾರ ಸೇರಿದಂತೆ ಮುಖ್ಯೋಪಾಧ್ಯಾಯರು ಹಾಜರಿದ್ದರು. (438, 1667, 646, 1743)
article-1-col-3: ಸರ್ವಾನುಮತದಿಂದ ಆಯ್ಕೆ ಮಾಡಲಾಯಿತು ಎಂದು ತಿಳಿಸುತ್ತಾ ಕಾರ್ಯನಿರತ ಪತ್ರಕರ್ತರ ಧ್ವನಿ ಸಂಘದ ತಾಲೂಕ ಅಧ್ಯಕ್ಷ ವೆಂಕಟೇಶ ನಾಯಕ್ ಬೂಡಲನ್ನು ಮಾತನಾಡಿ, ಇಂದು ನಾವು ಕಟ್ಟಿರುವಂತಹ ಕರ್ನಾಟಕ ಕಾರ್ಯನಿರತ ಪತ್ರಕರ್ತರ ಧ್ವನಿ ಸಂಘಟನೆಯ ಪದಾಧಿಕಾರಿಗಳು ಎಂದು ಹೇಳುವ ಸಂದರ್ಭದಲ್ಲಿ ನಮ್ಮ ಪರಿಚಯ ಮಾಡುತ್ತಿದ್ದೇವೆ ಪತ್ರಕರ್ತರು ಆರ್ಥಿಕ ಸಮಾಜದ ಕನ್ನಡಿಯಂದೇ ಹೇಳಬಹುದು (441, 405, 643, 513)
article-8-col-4: ಅಧಿಕಾರಿ ವಿಠಲ್, ಅಲ್ಪಸಂಖ್ಯಾತರ ಅಧಿಕಾರಿ ಶಿವಕುಮಾರ್, ಆರ್. ಎ. ಸೇರಿದಂತೆ ಇತರರು ಇದ್ದರು. (649, 2200, 865, 2228)
article-3-col-3: ಬಸನಗೌಡ ಕಾಮನಗೌಡ ಪ್ರಥಮ ದರ್ಜೆ ಗುತ್ತಿಗೆದಾರರು ಹಾಗೂ ಅತ್ತಿಯವರು ಭಾಗಿಯಾಗಿದ್ದರು. (1310, 787, 1517, 815)
article-6-col-2: ಹಂಚಿಕೆ, ಪ್ರಚಾರ, ಮತದಾನ, ಮತ ಎಣಿಕೆ ಹೀಗೆ ಎಲ್ಲಾ ಹಂತಗಳನ್ನು ಮಕ್ಕಳು ಉತ್ಸಾಹದಿಂದ ಪಾಲ್ಗೊಂಡರು. ವಿದ್ಯಾರ್ಥಿಗಳನ್ನು ಚುನಾವಣಾ ಸಿಬ್ಬಂದಿಯನ್ನಾಗಿ ತರಬೇತಿ ನೀಡಿ ಕರ್ತವ್ಯ ನಿರ್ವಹಿಸಲಾಯಿತು. ಮಾರ್ಗದರ್ಶನ ನೀಡಲಾಯಿತು. (225, 1667, 430, 1727)
divider-a2 (880, 514, 1523, 516)
tagline-bar (397, 59, 1144, 107)
article-1-group-photo (240, 204, 643, 394)
article-5-headline-line-2: ಬಹಿರಂಗವಾಗಿ ಕ್ಷಮೆ ಯಾಚಿಸುವಂತೆ ಒತ್ತಾಯ (880, 927, 1338, 964)
issue-number: ಪುಟ ಸಂಖ್ಯೆ 3 (397, 26, 482, 47)
masthead-title: ಭಾರತ ವೈಭವ (75, 30, 316, 89)
article-4-procession-photo (240, 723, 655, 925)
article-2-col-1: ಭಾರತ ವೈಭವ ಸುದ್ದಿ ಬೆಳಗಾವಿ: ವೈದ್ಯಕೀಯ ಕ್ಷೇತ್ರದಲ್ಲಿ ಅಪಾರ ಸೇವೆ ಸಲ್ಲಿಸುತ್ತಿರುವ ಸಾಯಿ ಹಾಸ್ಪಿಟಲ್ ನ ವ್ಯವಸ್ಥಾಪಕ ನಿರ್ದೇಶಕರಾದ ಡಾ. ಎಸ್. ಎಂ. ದೊಡಮನಿ ಅವರಿಗೆ ಅಂತರರಾಷ್ಟ್ರೀಯ ವೈದ್ಯರ ದಿನದಂದು ವೈದ್ಯಾಧಿಕಾರಿ ಫೌಂಡೇಶನ್ ವತಿಯಿಂದ ಗೌರವ ಸನ್ಮಾನ ನೀಡಿ ಗೌರವಿಸಲಾಯಿತು. ಡಾ. ದೊಡಮನಿಯವರು ಕಳೆದ ಮೂರು ದಶಕಗಳಿಂದ ಆರೋಗ್ಯ ಸೇವೆಯನ್ನು ತಮ್ಮ ಧ್ಯೇಯವನ್ನಾಗಿಸಿಕೊಂಡು ವಿಶೇಷವಾಗಿ ಬಡ ಹಾಗೂ ಅನಾಥ ರೋಗಿಗಳಿಗೆ ಉಚಿತ ಚಿಕಿತ್ಸೆ ನೀಡುತ್ತ ಬಂದಿದ್ದು, (880, 203, 1087, 327)
date-kannada: ಶುಕ್ರವಾರ 04 ಜುಲೈ 2025 (545, 26, 723, 47)
article-7-col-3: ಜಿಲ್ಲೆಯ ಶಾಲೆಗಳಲ್ಲಿ ಮಕ್ಕಳು ಸಂಭ್ರಮದಿಂದ ಭಾಗವಹಿಸಿದರು. ಈ ಸಂದರ್ಭದಲ್ಲಿ ಶಿಕ್ಷಕರು ಹಾಗೂ ಪೋಷಕರು ಉಪಸ್ಥಿತರಿದ್ದರು. ಇದೇ ಸಂದರ್ಭದಲ್ಲಿ ಪತ್ರಕರ್ತ ಹಾಗೂ ಸಾಹಿತಿಗಳು ಉಪಸ್ಥಿತರಿದ್ದರು. ದೇವೇಂದ್ರಗೌಡ ಪಾಟೀಲ ಕಂದಕೂರ ಇವರು ಉಪಸ್ಥಿತರಿದ್ದರು. (1307, 1794, 1517, 1854)
article-8-headline: ಬಾಲಕರ ವಸತಿ ನಿಲಯಗಳಿಗೆ ಕೋಸಂಬೆ, ಡಾ. ತಿಪ್ಪೆಸ್ವಾಮಿ ಭೇಟಿ (18, 1914, 737, 1954)
